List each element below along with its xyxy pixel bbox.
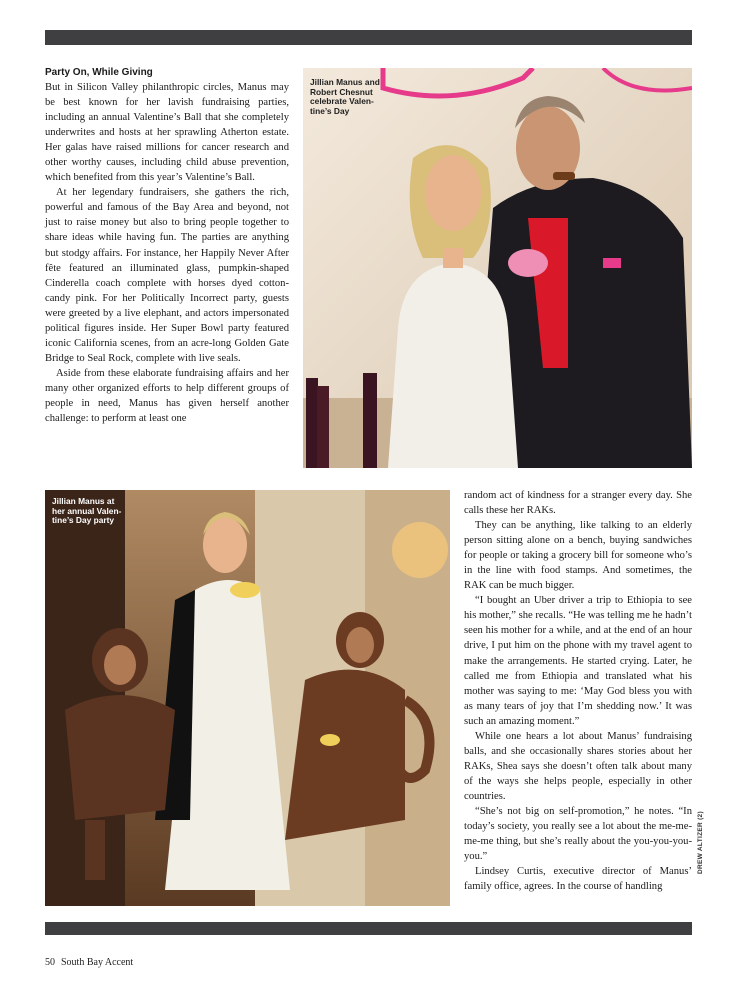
page-number: 50 (45, 957, 55, 968)
paragraph: At her legendary fundraisers, she gathers the rich, powerful and famous of the Bay Area and beyond, not just to raise money but also to bring people together to share ideas while having fun. The parties are anything but stodgy affairs. For instance, her Happily Never After fête featured an illuminated glass, pumpkin-shaped Cinderella coach complete with horses dyed cotton-candy pink. For her Politically Incorrect party, guests were greeted by a live elephant, and actors impersonated political figures inside. Her Super Bowl party featured iconic California scenes, from an acre-long Golden Gate Bridge to Seal Rock, complete with live seals. (45, 187, 289, 364)
article-column-left (45, 66, 289, 426)
paragraph: “She’s not big on self-promotion,” he notes. “In today’s society, you really see a lot about the me-me-me-me thing, but she’s really about the you-you-you-you.” (464, 805, 692, 863)
paragraph: They can be anything, like talking to an elderly person sitting alone on a bench, buying sandwiches for people or taking a grocery bill for someone who’s in the line with food stamps. And sometimes, the RAK can be much bigger. (464, 520, 692, 592)
photo-credit: DREW ALTIZER (2) (697, 811, 704, 874)
paragraph: But in Silicon Valley philanthropic circles, Manus may be best known for her lavish fundraising parties, including an annual Valentine’s Ball that she completely underwrites and hosts at her sprawling Atherton estate. Her galas have raised millions for cancer research and other worthy causes, including child abuse prevention, which benefited from this year’s Valentine’s Ball. (45, 82, 289, 184)
publication-name: South Bay Accent (61, 957, 134, 968)
article-column-right (464, 488, 692, 894)
paragraph: Lindsey Curtis, executive director of Manus’ family office, agrees. In the course of handling (464, 866, 692, 893)
photo-caption: Jillian Manus and Robert Chesnut celebrate Valentine’s Day (310, 77, 380, 116)
photo-caption: Jillian Manus at her annual Valentine’s Day party (52, 496, 122, 526)
paragraph: Aside from these elaborate fundraising affairs and her many other organized efforts to help different groups of people in need, Manus has given herself another challenge: to perform at least one (45, 367, 289, 425)
photo-couple (303, 68, 692, 468)
paragraph: “I bought an Uber driver a trip to Ethiopia to see his mother,” she recalls. “He was telling me he hadn’t seen his mother for a while, and at the end of an hour drive, I put him on the phone with my travel agent to make the arrangements. He started crying. Later, he called me from Ethiopia and translated what his mother was saying to me: ‘May God bless you with as many tears of joy that I’m shedding now.’ It was such an amazing moment.” (464, 595, 692, 727)
photo-party (45, 490, 450, 906)
bottom-rule-bar (45, 922, 692, 935)
paragraph: While one hears a lot about Manus’ fundraising balls, and she occasionally shares stories about her RAKs, Shea says she doesn’t often talk about many of the ways she helps people, especially in other countries. (464, 730, 692, 802)
page-footer (45, 957, 133, 968)
top-rule-bar (45, 30, 692, 45)
section-subhead: Party On, While Giving (45, 67, 153, 78)
paragraph: random act of kindness for a stranger every day. She calls these her RAKs. (464, 490, 692, 517)
